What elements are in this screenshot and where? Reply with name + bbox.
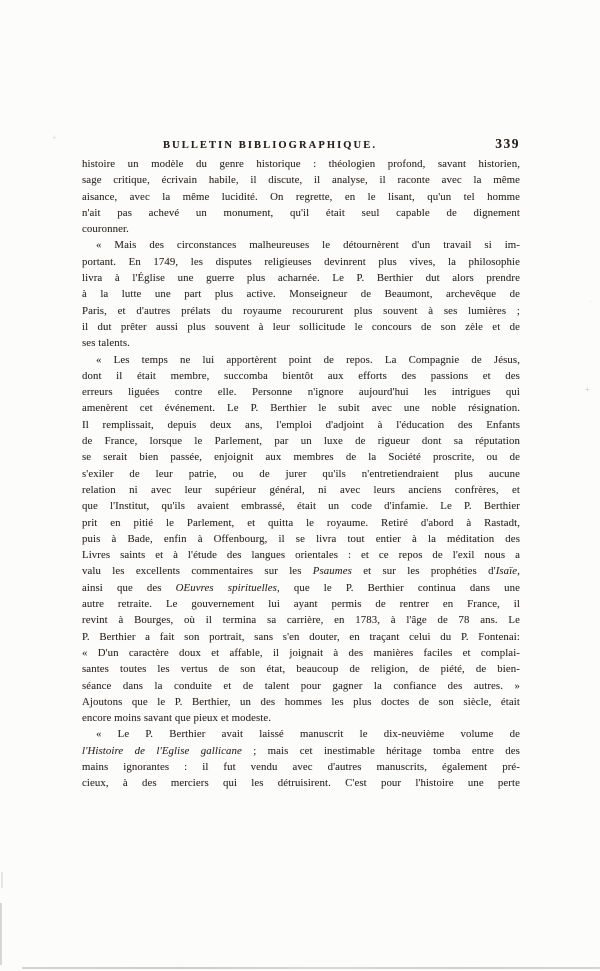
text-segment: prit en pitié le Parlement, et quitta le royaume. Retiré d'abord à Rastadt, (82, 516, 520, 529)
running-header-title: BULLETIN BIBLIOGRAPHIQUE. (162, 140, 378, 151)
text-line (82, 596, 520, 612)
text-line (82, 189, 520, 205)
text-segment: séance dans la conduite et de talent pour gagner la confiance des autres. » (82, 679, 520, 692)
text-line (82, 743, 520, 759)
text-segment: cieux, à des merciers qui les détruisirent. C'est pour l'histoire une perte (82, 777, 520, 790)
text-segment: s'exiler de leur patrie, ou de jurer qu'ils n'entretiendraient plus aucune (82, 467, 520, 480)
scan-edge-shadow-bottom (22, 967, 600, 969)
text-segment: à la lutte une part plus active. Monseigneur de Beaumont, archevêque de (82, 288, 520, 301)
text-segment: puis à Bade, enfin à Offenbourg, il se livra tout entier à la méditation des (82, 532, 520, 545)
text-line (82, 286, 520, 302)
text-segment: relation ni avec leur supérieur général, ni avec leurs anciens confrères, et (82, 483, 520, 496)
text-segment: , (517, 565, 520, 578)
scan-edge-shadow-left-upper (1, 872, 3, 888)
text-segment: Il remplissait, depuis deux ans, l'emploi d'adjoint à l'éducation des Enfants (82, 418, 520, 431)
text-segment: se serait bien passée, enjoignit aux membres de la Société proscrite, ou de (82, 451, 520, 464)
text-segment: santes toutes les vertus de son état, beaucoup de religion, de piété, de bien- (82, 663, 520, 676)
text-segment: « Les temps ne lui apportèrent point de repos. La Compagnie de Jésus, (96, 353, 520, 366)
text-segment: , que le P. Berthier continua dans une (276, 581, 521, 594)
text-line (82, 156, 520, 172)
text-segment: « D'un caractère doux et affable, il joignait à des manières faciles et complai- (82, 646, 520, 659)
paragraph (82, 726, 520, 791)
text-line (82, 335, 520, 351)
page-number: 339 (495, 136, 520, 151)
text-segment: dont il était membre, succomba bientôt aux efforts des passions et des (82, 369, 520, 382)
text-segment: et sur les prophéties d' (351, 565, 496, 578)
text-line (82, 417, 520, 433)
text-segment: amenèrent cet événement. Le P. Berthier le subit avec une noble résignation. (82, 402, 520, 415)
paragraph (82, 156, 520, 237)
text-segment: Paris, et d'autres prélats du royaume recoururent plus souvent à ses lumières ; (82, 304, 520, 317)
text-segment: aisance, avec la même lucidité. On regrette, en le lisant, qu'un tel homme (82, 190, 520, 203)
text-line (82, 678, 520, 694)
text-line (82, 563, 520, 579)
text-segment: couronner. (82, 223, 129, 236)
text-line (82, 710, 520, 726)
text-segment: n'ait pas achevé un monument, qu'il était seul capable de dignement (82, 206, 520, 219)
text-line (82, 303, 520, 319)
italic-text-segment: l'Histoire de l'Eglise gallicane (82, 744, 242, 757)
text-line (82, 384, 520, 400)
text-line (82, 254, 520, 270)
running-header (82, 136, 520, 155)
paragraph (82, 352, 520, 727)
text-segment: revint à Bourges, où il termina sa carrière, en 1783, à l'âge de 78 ans. Le (82, 614, 520, 627)
paragraph (82, 237, 520, 351)
text-segment: P. Berthier a fait son portrait, sans s'en douter, en traçant celui du P. Fontenai: (82, 630, 520, 643)
italic-text-segment: Isaïe (495, 565, 518, 578)
text-line (82, 515, 520, 531)
text-segment: sage critique, écrivain habile, il discute, il analyse, il raconte avec la même (82, 174, 520, 187)
text-segment: ainsi que des (82, 581, 176, 594)
text-line (82, 319, 520, 335)
text-segment: autre retraite. Le gouvernement lui ayant permis de rentrer en France, il (82, 598, 520, 611)
text-line (82, 775, 520, 791)
text-line (82, 694, 520, 710)
scan-speck: + (585, 385, 590, 394)
text-line (82, 482, 520, 498)
text-line (82, 580, 520, 596)
text-line (82, 270, 520, 286)
text-line (82, 352, 520, 368)
text-line (82, 531, 520, 547)
text-line (82, 205, 520, 221)
text-line (82, 645, 520, 661)
text-line (82, 237, 520, 253)
text-line (82, 547, 520, 563)
italic-text-segment: OEuvres spirituelles (175, 581, 277, 594)
text-segment: Ajoutons que le P. Berthier, un des hommes les plus doctes de son siècle, était (82, 695, 520, 708)
text-line (82, 172, 520, 188)
text-segment: livra à l'Église une guerre plus acharnée. Le P. Berthier dut alors prendre (82, 272, 520, 285)
text-body (82, 156, 520, 792)
text-segment: « Mais des circonstances malheureuses le détournèrent d'un travail si im- (96, 239, 520, 252)
scan-edge-shadow-left (0, 903, 2, 965)
text-line (82, 466, 520, 482)
text-segment: ; mais cet inestimable héritage tomba entre des (241, 744, 520, 757)
text-segment: « Le P. Berthier avait laissé manuscrit le dix-neuvième volume de (96, 728, 520, 741)
text-line (82, 661, 520, 677)
text-line (82, 433, 520, 449)
text-line (82, 221, 520, 237)
text-segment: mains ignorantes : il fut vendu avec d'autres manuscrits, également pré- (82, 760, 520, 773)
text-segment: Livres saints et à l'étude des langues orientales : et ce repos de l'exil nous a (82, 549, 520, 562)
text-segment: que l'Institut, qu'ils avaient embrassé, était un code d'infamie. Le P. Berthier (82, 500, 520, 513)
text-line (82, 629, 520, 645)
text-line (82, 368, 520, 384)
text-line (82, 498, 520, 514)
text-segment: de France, lorsque le Parlement, par un luxe de rigueur dont sa réputation (82, 435, 520, 448)
text-segment: histoire un modèle du genre historique : théologien profond, savant historien, (82, 158, 520, 170)
text-line (82, 759, 520, 775)
text-segment: portant. En 1749, les disputes religieuses devinrent plus vives, la philosophie (82, 255, 520, 268)
text-segment: encore moins savant que pieux et modeste. (82, 712, 272, 725)
italic-text-segment: Psaumes (312, 565, 352, 578)
text-segment: valu les excellents commentaires sur les (82, 565, 313, 578)
scan-speck: + (52, 133, 57, 142)
text-line (82, 400, 520, 416)
text-segment: il dut prêter aussi plus souvent à leur sollicitude le concours de son zèle et de (82, 320, 520, 333)
scan-speck: . (590, 295, 592, 304)
text-segment: ses talents. (82, 337, 130, 350)
text-segment: erreurs liguées contre elle. Personne n'ignore aujourd'hui les intrigues qui (82, 386, 520, 399)
text-line (82, 612, 520, 628)
text-line (82, 726, 520, 742)
text-line (82, 449, 520, 465)
